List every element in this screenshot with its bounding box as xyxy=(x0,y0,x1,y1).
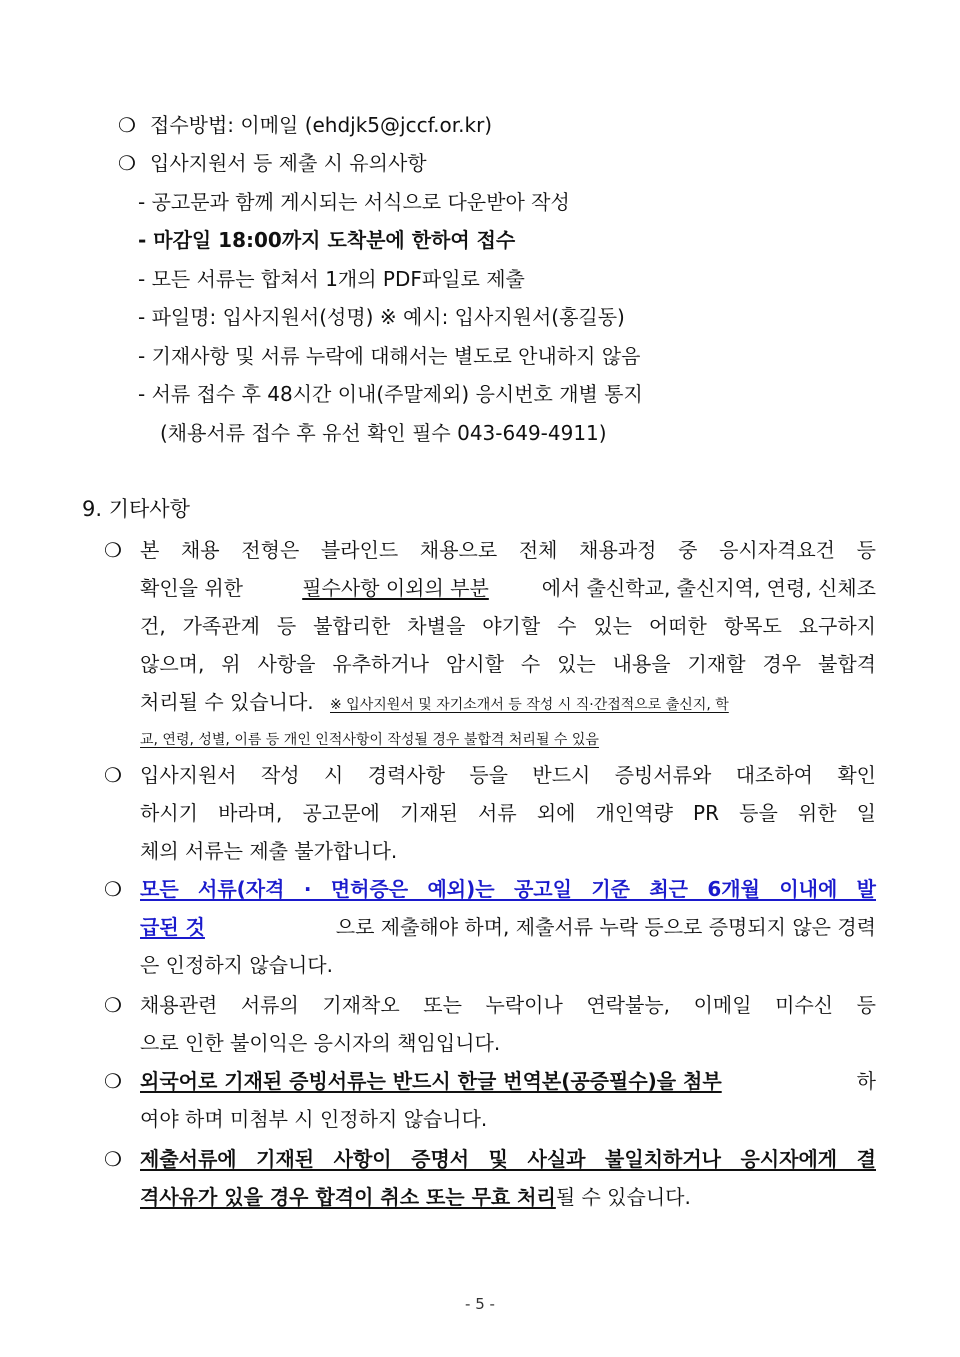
p6-line1: 제출서류에 기재된 사항이 증명서 및 사실과 불일치하거나 응시자에게 결 xyxy=(140,1147,876,1171)
p1-note-cont: 교, 연령, 성별, 이름 등 개인 인적사항이 작성될 경우 불합격 처리될 수 있음 xyxy=(140,732,599,748)
p3-line1: 모든 서류(자격 · 면허증은 예외)는 공고일 기준 최근 6개월 이내에 발 xyxy=(140,877,876,901)
p1-line2-post: 에서 출신학교, 출신지역, 연령, 신체조 xyxy=(541,576,876,600)
p4-line2: 으로 인한 불이익은 응시자의 책임입니다. xyxy=(140,1031,501,1055)
p3-line2 xyxy=(140,915,876,939)
p2-line1: 입사지원서 작성 시 경력사항 등을 반드시 증빙서류와 대조하여 확인 xyxy=(140,763,876,787)
bullet-icon: ❍ xyxy=(104,1147,122,1171)
dash-item: - 파일명: 입사지원서(성명) ※ 예시: 입사지원서(홍길동) xyxy=(138,305,625,329)
p5-line2: 여야 하며 미첨부 시 인정하지 않습니다. xyxy=(140,1107,488,1131)
submission-method: 접수방법: 이메일 (ehdjk5@jccf.or.kr) xyxy=(150,113,493,137)
p5-line1 xyxy=(140,1069,876,1093)
p1-line3: 건, 가족관계 등 불합리한 차별을 야기할 수 있는 어떠한 항목도 요구하지 xyxy=(140,614,876,638)
p1-line4: 않으며, 위 사항을 유추하거나 암시할 수 있는 내용을 기재할 경우 불합격 xyxy=(140,652,876,676)
p1-line1: 본 채용 전형은 블라인드 채용으로 전체 채용과정 중 응시자격요건 등 xyxy=(140,538,876,562)
p1-note: ※ 입사지원서 및 자기소개서 등 작성 시 직·간접적으로 출신지, 학 xyxy=(330,697,729,713)
dash-item: - 모든 서류는 합쳐서 1개의 PDF파일로 제출 xyxy=(138,267,525,291)
p6-line2-underlined: 격사유가 있을 경우 합격이 취소 또는 무효 처리 xyxy=(140,1185,556,1209)
p6-line2 xyxy=(140,1185,691,1209)
bullet-icon: ❍ xyxy=(104,993,122,1017)
p3-line2-post: 으로 제출해야 하며, 제출서류 누락 등으로 증명되지 않은 경력 xyxy=(335,915,876,939)
page-number: - 5 - xyxy=(465,1295,495,1313)
p1-line2 xyxy=(140,576,876,600)
p3-line3: 은 인정하지 않습니다. xyxy=(140,953,333,977)
dash-item: - 기재사항 및 서류 누락에 대해서는 별도로 안내하지 않음 xyxy=(138,344,641,368)
p5-line1-underlined: 외국어로 기재된 증빙서류는 반드시 한글 번역본(공증필수)을 첨부 xyxy=(140,1069,722,1093)
dash-item-continuation: (채용서류 접수 후 유선 확인 필수 043-649-4911) xyxy=(160,421,607,445)
p6-line2-post: 될 수 있습니다. xyxy=(555,1185,691,1209)
p1-line2-underlined: 필수사항 이외의 부분 xyxy=(302,576,489,600)
p5-line1-post: 하 xyxy=(856,1069,876,1093)
p2-line2: 하시기 바라며, 공고문에 기재된 서류 외에 개인역량 PR 등을 위한 일 xyxy=(140,801,876,825)
submission-notes-title: 입사지원서 등 제출 시 유의사항 xyxy=(150,151,427,175)
bullet-icon: ❍ xyxy=(104,877,122,901)
p2-line3: 체의 서류는 제출 불가합니다. xyxy=(140,839,398,863)
dash-item: - 공고문과 함께 게시되는 서식으로 다운받아 작성 xyxy=(138,190,570,214)
p1-line2-pre: 확인을 위한 xyxy=(140,576,250,600)
p3-line2-underlined: 급된 것 xyxy=(140,915,205,939)
bullet-icon: ❍ xyxy=(104,763,122,787)
dash-item: - 서류 접수 후 48시간 이내(주말제외) 응시번호 개별 통지 xyxy=(138,382,643,406)
bullet-icon: ❍ xyxy=(118,113,136,137)
bullet-icon: ❍ xyxy=(104,1069,122,1093)
p4-line1: 채용관련 서류의 기재착오 또는 누락이나 연락불능, 이메일 미수신 등 xyxy=(140,993,876,1017)
dash-item-deadline: - 마감일 18:00까지 도착분에 한하여 접수 xyxy=(138,228,516,252)
bullet-icon: ❍ xyxy=(104,538,122,562)
bullet-icon: ❍ xyxy=(118,151,136,175)
p1-line5-pre: 처리될 수 있습니다. xyxy=(140,690,314,714)
p1-line5 xyxy=(140,690,876,717)
section-heading: 9. 기타사항 xyxy=(82,497,190,521)
